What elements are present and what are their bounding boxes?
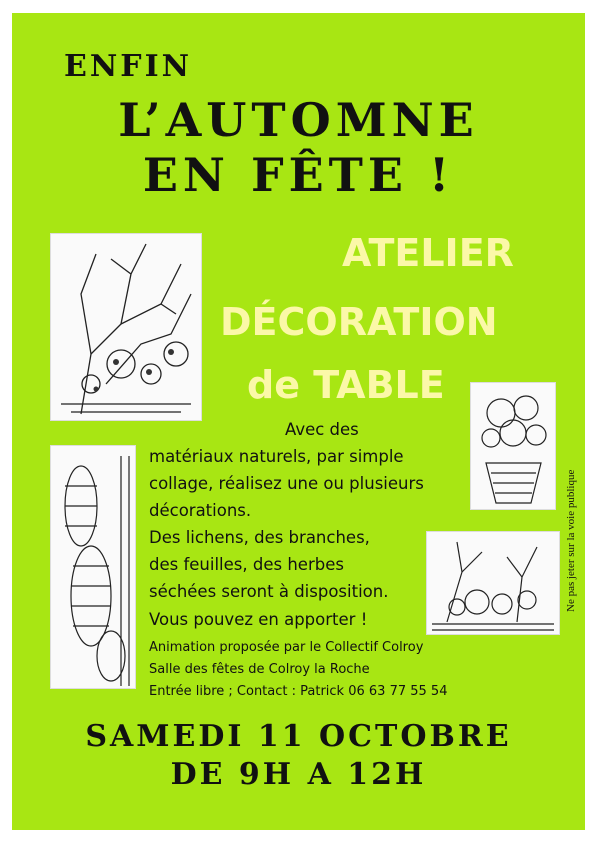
description-line-3: collage, réalisez une ou plusieurs — [149, 474, 424, 493]
description-line-6: des feuilles, des herbes — [149, 555, 344, 574]
description-line-2: matériaux naturels, par simple — [149, 447, 404, 466]
photo-pinecones — [50, 445, 136, 689]
atelier-line-3: de TABLE — [247, 363, 445, 407]
photo-centerpiece-right — [426, 531, 560, 635]
photo-bouquet-right — [470, 382, 556, 510]
description-line-5: Des lichens, des branches, — [149, 528, 370, 547]
description-line-7: séchées seront à disposition. — [149, 582, 389, 601]
title-en-fete: EN FÊTE ! — [142, 148, 455, 202]
event-date: SAMEDI 11 OCTOBRE — [85, 719, 512, 754]
description-line-1: Avec des — [285, 420, 359, 439]
side-note: Ne pas jeter sur la voie publique — [565, 469, 577, 612]
centerpiece-sketch-icon — [427, 532, 559, 634]
poster — [12, 13, 585, 830]
atelier-line-1: ATELIER — [342, 231, 514, 275]
description-line-8: Vous pouvez en apporter ! — [149, 610, 368, 629]
event-time: DE 9H A 12H — [170, 757, 427, 792]
pinecone-sketch-icon — [51, 446, 135, 688]
info-line-1: Animation proposée par le Collectif Colroy — [149, 640, 424, 655]
title-enfin: ENFIN — [64, 49, 193, 84]
info-line-3: Entrée libre ; Contact : Patrick 06 63 77 55 54 — [149, 684, 448, 699]
bouquet-sketch-icon — [471, 383, 555, 509]
branches-sketch-icon — [51, 234, 201, 420]
atelier-line-2: DÉCORATION — [220, 300, 498, 344]
info-line-2: Salle des fêtes de Colroy la Roche — [149, 662, 370, 677]
title-automne: L’AUTOMNE — [118, 93, 479, 147]
description-line-4: décorations. — [149, 501, 252, 520]
photo-branches-left — [50, 233, 202, 421]
